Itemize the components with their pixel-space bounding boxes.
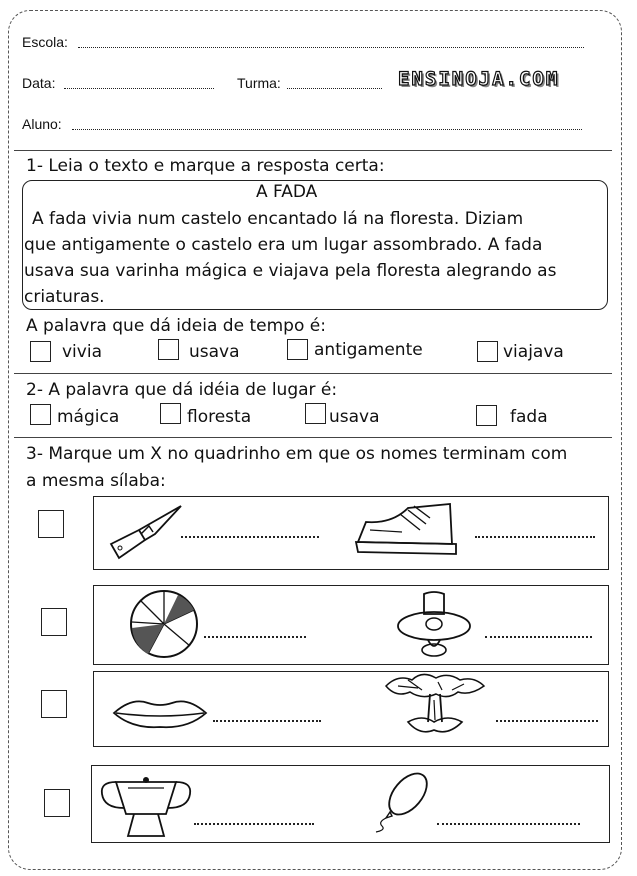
q3-prompt-line1: 3- Marque um X no quadrinho em que os nomes terminam com — [26, 444, 568, 464]
option-viajava: viajava — [503, 342, 564, 362]
answer-line[interactable] — [496, 720, 598, 722]
checkbox-fada[interactable] — [476, 405, 497, 426]
answer-box-row-3[interactable] — [41, 690, 67, 718]
q3-prompt-line2: a mesma sílaba: — [26, 471, 166, 491]
student-field[interactable] — [72, 129, 582, 130]
story-line: usava sua varinha mágica e viajava pela floresta alegrando as — [24, 261, 557, 281]
answer-line[interactable] — [181, 536, 319, 538]
story-title: A FADA — [256, 182, 318, 202]
checkbox-viajava[interactable] — [477, 341, 498, 362]
q2-prompt: 2- A palavra que dá idéia de lugar é: — [26, 380, 338, 400]
site-logo: ENSINOJA.COM — [398, 68, 560, 90]
lips-icon — [112, 695, 208, 731]
knife-icon — [105, 500, 187, 564]
story-line: criaturas. — [24, 287, 105, 307]
option-floresta: floresta — [187, 407, 252, 427]
class-label: Turma: — [237, 75, 281, 91]
checkbox-floresta[interactable] — [160, 403, 181, 424]
divider — [14, 373, 612, 374]
q1-prompt: 1- Leia o texto e marque a resposta certa: — [26, 156, 385, 176]
date-field[interactable] — [64, 88, 214, 89]
trophy-cup-icon — [98, 768, 194, 840]
answer-box-row-4[interactable] — [44, 789, 70, 817]
student-label: Aluno: — [22, 116, 62, 132]
balloon-icon — [366, 772, 438, 834]
answer-line[interactable] — [194, 823, 314, 825]
pacifier-icon — [394, 590, 474, 660]
option-usava: usava — [329, 407, 380, 427]
option-vivia: vivia — [62, 342, 102, 362]
checkbox-vivia[interactable] — [30, 341, 51, 362]
story-line: A fada vivia num castelo encantado lá na floresta. Diziam — [32, 209, 524, 229]
answer-box-row-1[interactable] — [38, 510, 64, 538]
class-field[interactable] — [287, 88, 382, 89]
answer-line[interactable] — [213, 720, 321, 722]
answer-line[interactable] — [485, 636, 592, 638]
answer-line[interactable] — [437, 823, 580, 825]
divider — [14, 437, 612, 438]
option-antigamente: antigamente — [314, 340, 423, 360]
story-line: que antigamente o castelo era um lugar assombrado. A fada — [24, 235, 543, 255]
school-label: Escola: — [22, 34, 68, 50]
q1-sub-prompt: A palavra que dá ideia de tempo é: — [26, 316, 326, 336]
answer-line[interactable] — [204, 636, 306, 638]
ball-icon — [128, 588, 200, 660]
checkbox-usava[interactable] — [305, 403, 326, 424]
option-usava: usava — [189, 342, 240, 362]
date-label: Data: — [22, 75, 56, 91]
option-fada: fada — [510, 407, 548, 427]
school-field[interactable] — [78, 47, 584, 48]
plant-icon — [378, 670, 494, 742]
checkbox-usava[interactable] — [158, 339, 179, 360]
story-text — [22, 206, 612, 310]
option-magica: mágica — [57, 407, 120, 427]
checkbox-antigamente[interactable] — [287, 339, 308, 360]
checkbox-magica[interactable] — [30, 404, 51, 425]
answer-line[interactable] — [475, 536, 595, 538]
answer-box-row-2[interactable] — [41, 608, 67, 636]
divider — [14, 150, 612, 151]
boot-icon — [352, 500, 464, 562]
